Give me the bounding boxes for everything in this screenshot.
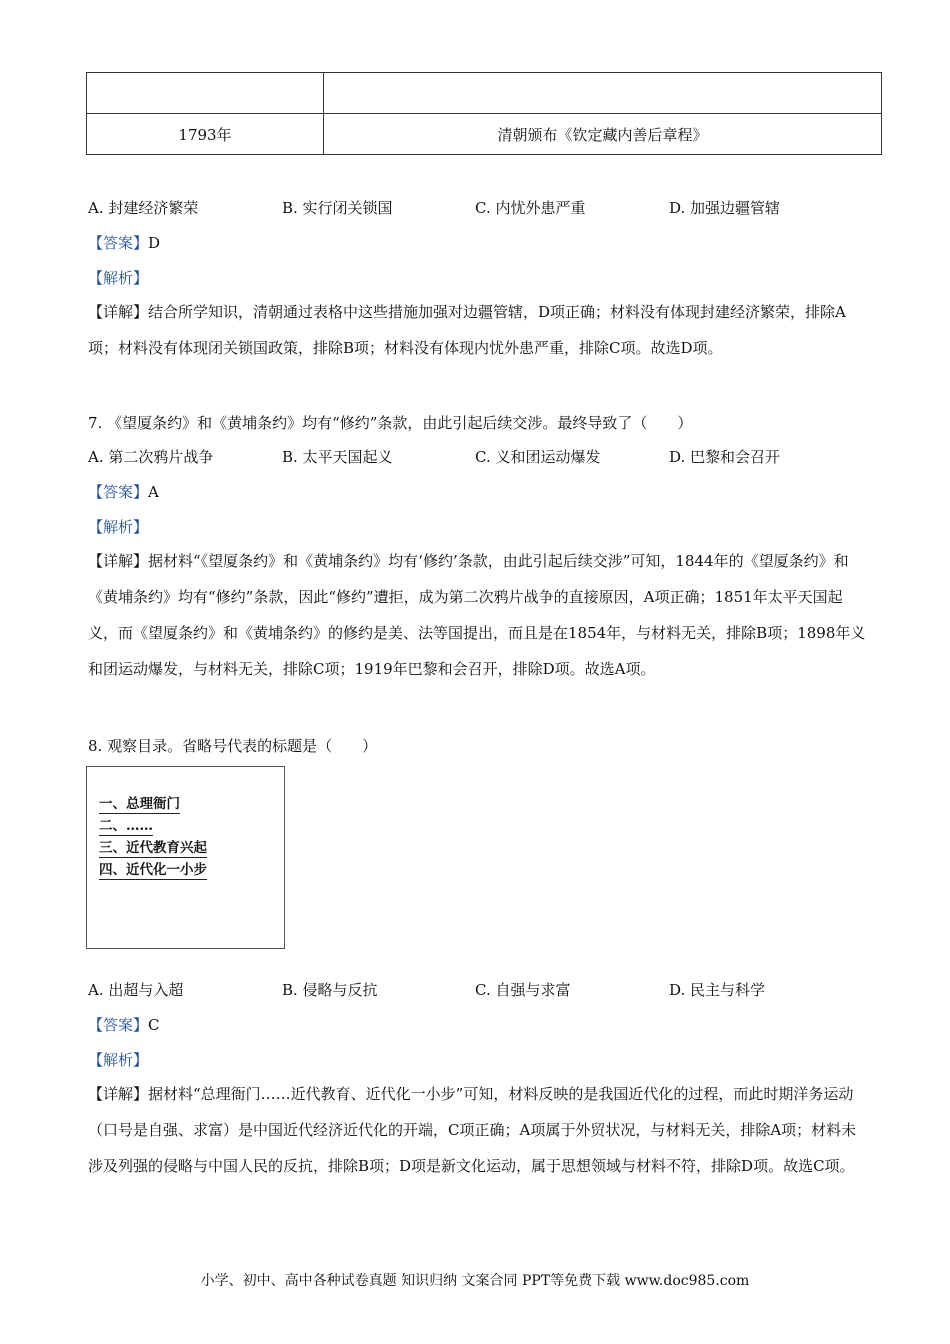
q8-detail [88, 1076, 870, 1184]
answer-tag: 【答案】 [88, 1016, 149, 1034]
detail-text: 据材料“《望厦条约》和《黄埔条约》均有‘修约’条款，由此引起后续交涉”可知，1844年的《望厦条约》和《黄埔条约》均有“修约”条款，因此“修约”遭拒，成为第二次鸦片战争的直接原因，A项正确；1851年太平天国起义，而《望厦条约》和《黄埔条约》的修约是美、法等国提出，而且是在1854年，与材料无关，排除B项；1898年义和团运动爆发，与材料无关，排除C项；1919年巴黎和会召开，排除D项。故选A项。 [88, 552, 866, 678]
q8-options [88, 979, 878, 1003]
detail-tag: 【详解】 [88, 1085, 149, 1103]
table-cell [87, 73, 324, 114]
q8-option-b: B. 侵略与反抗 [282, 981, 378, 999]
table-row [87, 73, 882, 114]
answer-value: D [148, 234, 161, 252]
detail-text: 据材料“总理衙门……近代教育、近代化一小步”可知，材料反映的是我国近代化的过程，而此时期洋务运动（口号是自强、求富）是中国近代经济近代化的开端，C项正确；A项属于外贸状况，与材料无关，排除A项；材料未涉及列强的侵略与中国人民的反抗，排除B项；D项是新文化运动，属于思想领域与材料不符，排除D项。故选C项。 [88, 1085, 857, 1175]
detail-tag: 【详解】 [88, 303, 149, 321]
toc-item: 三、近代教育兴起 [99, 840, 207, 856]
answer-value: A [148, 483, 159, 501]
table-cell-event: 清朝颁布《钦定藏内善后章程》 [324, 114, 882, 155]
q8-analysis-tag: 【解析】 [88, 1051, 149, 1069]
q6-answer [88, 232, 160, 253]
q6-analysis-tag: 【解析】 [88, 269, 149, 287]
q7-detail [88, 543, 870, 687]
q6-option-d: D. 加强边疆管辖 [669, 199, 781, 217]
answer-value: C [148, 1016, 160, 1034]
toc-item: 二、…… [99, 818, 153, 834]
q8-option-c: C. 自强与求富 [475, 981, 571, 999]
toc-item: 一、总理衙门 [99, 796, 180, 812]
q7-option-a: A. 第二次鸦片战争 [88, 448, 214, 466]
answer-tag: 【答案】 [88, 483, 149, 501]
toc-item: 四、近代化一小步 [99, 862, 207, 878]
q6-option-a: A. 封建经济繁荣 [88, 199, 199, 217]
q7-question: 7. 《望厦条约》和《黄埔条约》均有“修约”条款，由此引起后续交涉。最终导致了（ ） [88, 414, 693, 432]
table-row [87, 114, 882, 155]
q8-option-d: D. 民主与科学 [669, 981, 766, 999]
q7-options [88, 446, 878, 470]
detail-tag: 【详解】 [88, 552, 149, 570]
q8-answer [88, 1014, 160, 1035]
q7-answer [88, 481, 159, 502]
q7-option-c: C. 义和团运动爆发 [475, 448, 601, 466]
q8-option-a: A. 出超与入超 [88, 981, 184, 999]
q6-option-c: C. 内忧外患严重 [475, 199, 586, 217]
q6-option-b: B. 实行闭关锁国 [282, 199, 393, 217]
toc-image [86, 766, 285, 949]
table-cell-year: 1793年 [87, 114, 324, 155]
q6-detail [88, 294, 870, 366]
q7-analysis-tag: 【解析】 [88, 518, 149, 536]
q7-option-d: D. 巴黎和会召开 [669, 448, 781, 466]
page-footer: 小学、初中、高中各种试卷真题 知识归纳 文案合同 PPT等免费下载 www.doc985.com [200, 1273, 750, 1289]
q6-options [88, 197, 878, 221]
q8-question: 8. 观察目录。省略号代表的标题是（ ） [88, 737, 378, 755]
table-cell [324, 73, 882, 114]
q7-option-b: B. 太平天国起义 [282, 448, 393, 466]
info-table [86, 72, 882, 155]
detail-text: 结合所学知识，清朝通过表格中这些措施加强对边疆管辖，D项正确；材料没有体现封建经济繁荣，排除A项；材料没有体现闭关锁国政策，排除B项；材料没有体现内忧外患严重，排除C项。故选D项。 [88, 303, 846, 357]
answer-tag: 【答案】 [88, 234, 149, 252]
